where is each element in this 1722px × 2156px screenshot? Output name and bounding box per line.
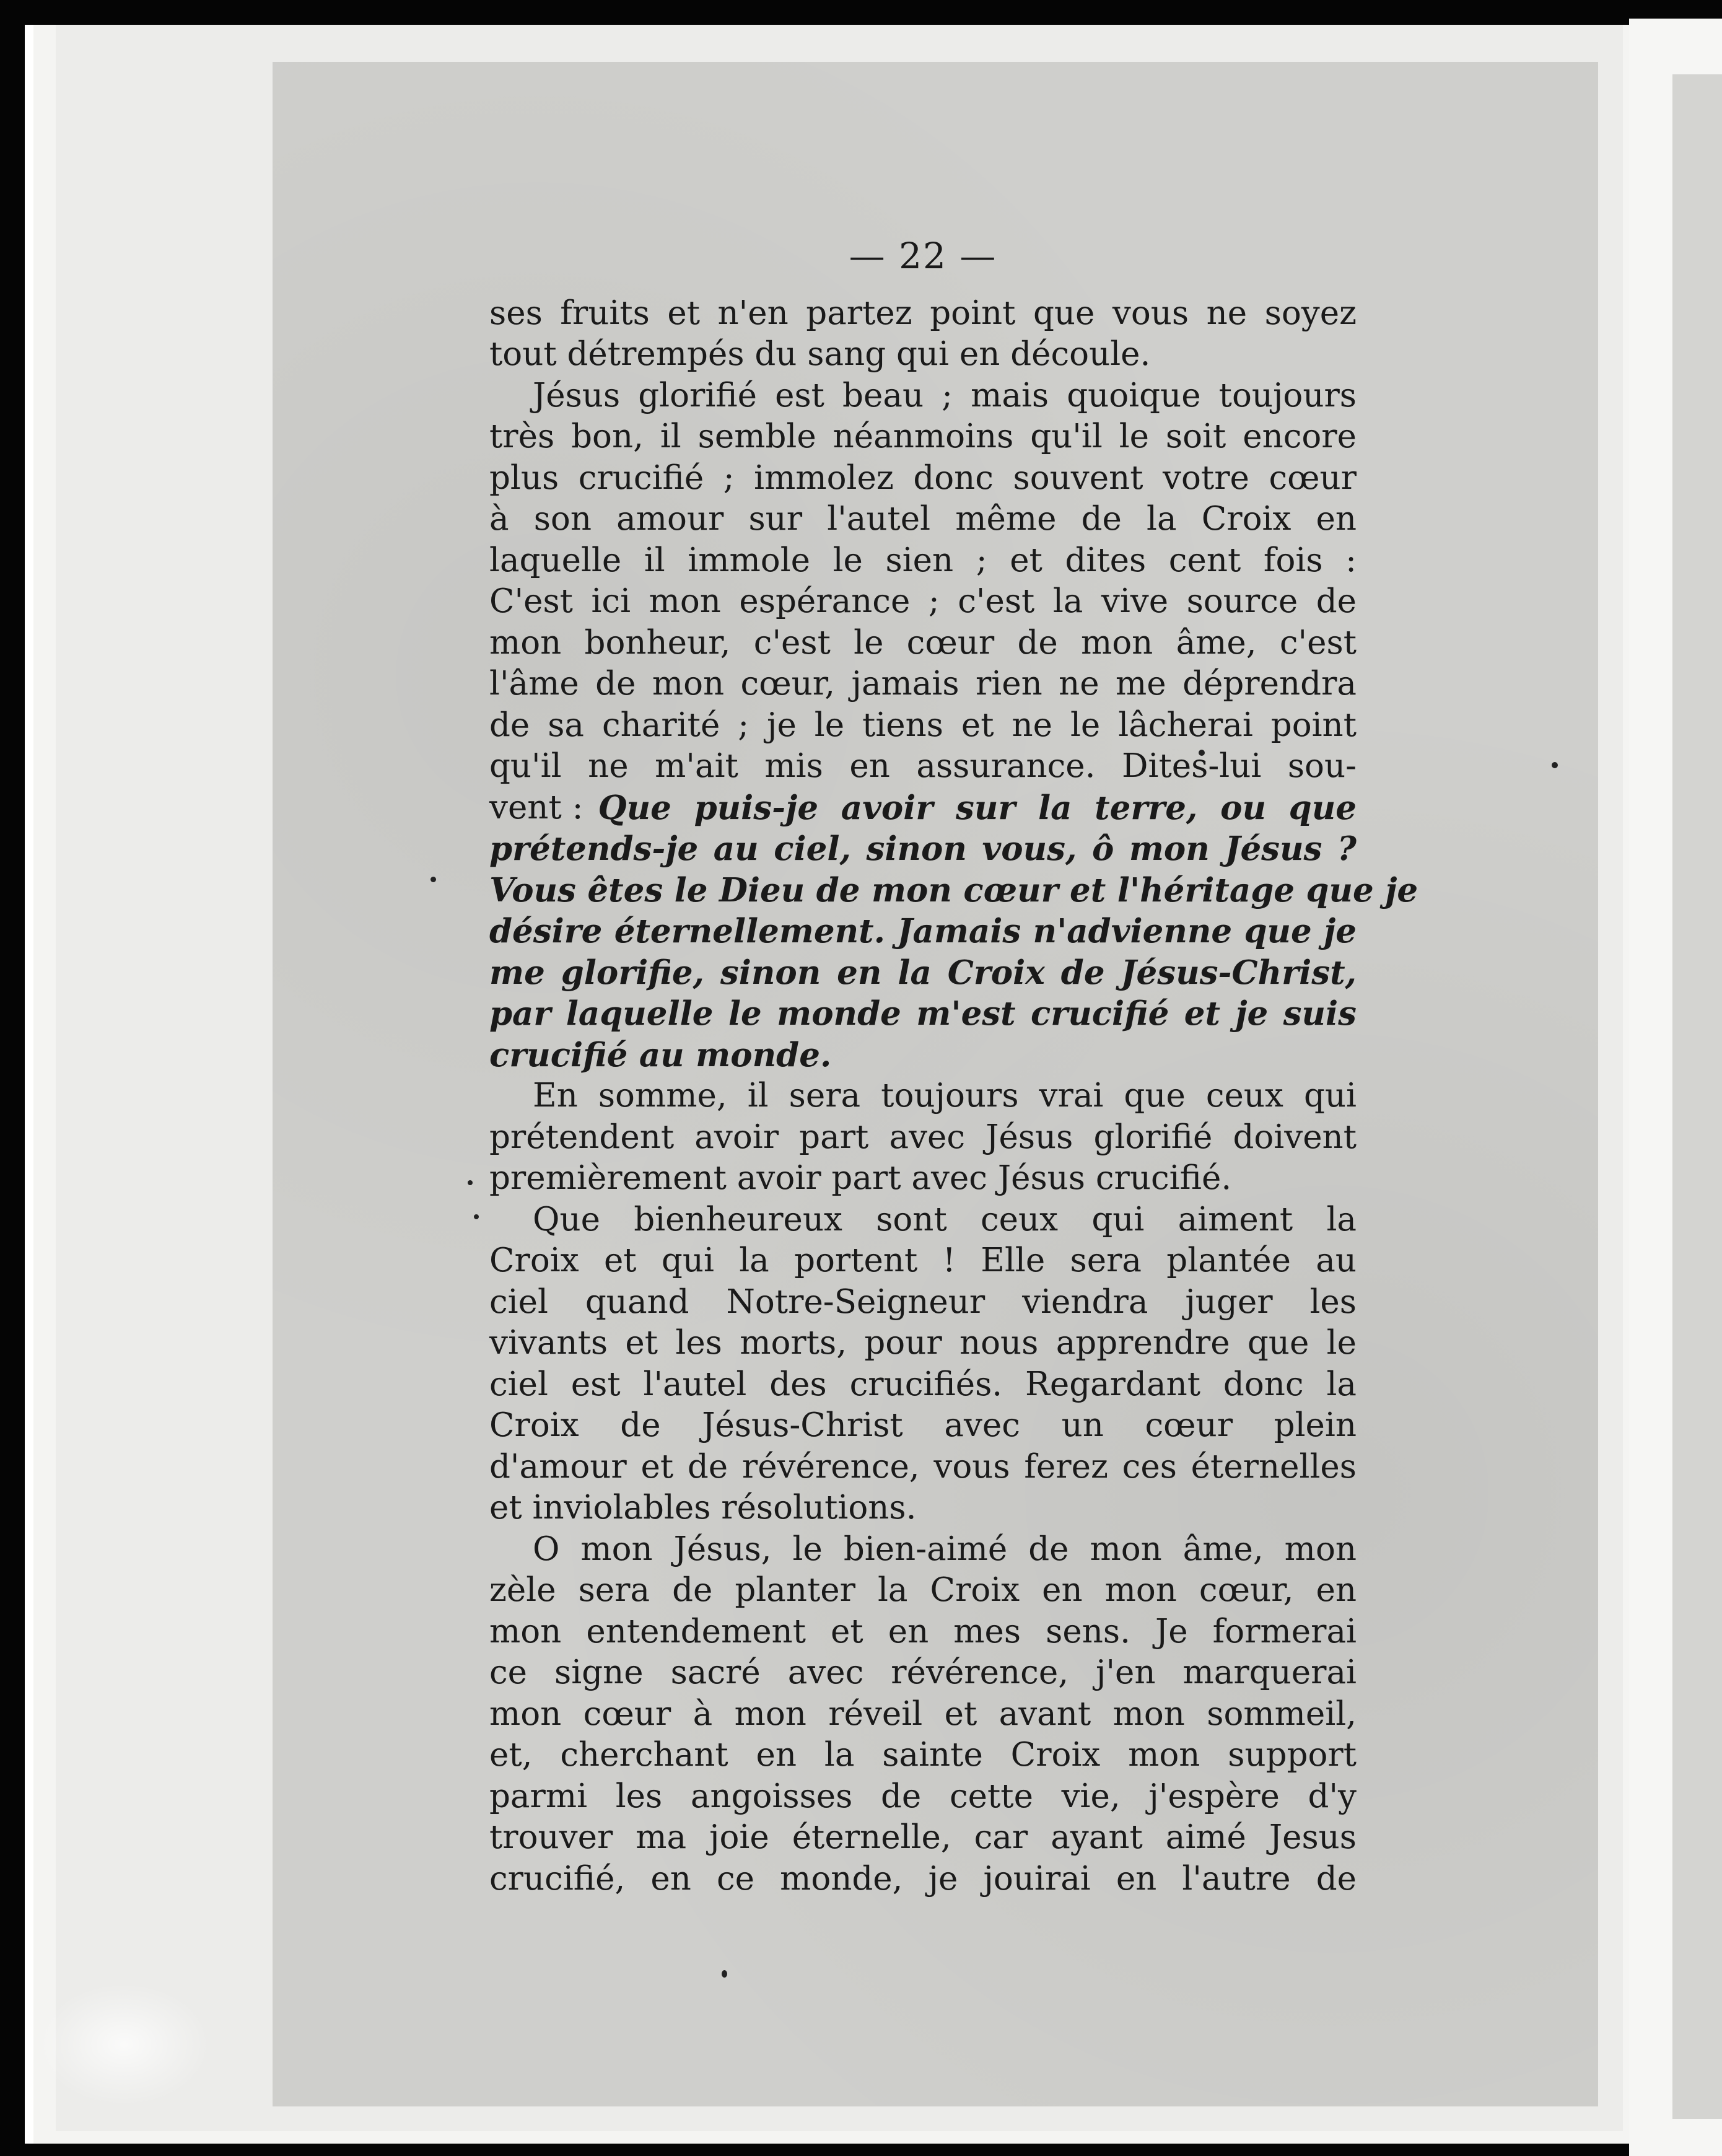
text-line: d'amour et de révérence, vous ferez ces éternelles — [489, 1447, 1357, 1486]
ink-speck — [1552, 762, 1558, 768]
text-line: Que bienheureux sont ceux qui aiment la — [533, 1200, 1357, 1238]
ink-speck — [722, 1970, 727, 1978]
text-line: mon bonheur, c'est le cœur de mon âme, c'est — [489, 623, 1357, 662]
text-line: zèle sera de planter la Croix en mon cœur, en — [489, 1571, 1357, 1609]
italic-text-line: par laquelle le monde m'est crucifié et je suis — [489, 994, 1357, 1033]
text-line: plus crucifié ; immolez donc souvent votre cœur — [489, 458, 1357, 497]
text-line: très bon, il semble néanmoins qu'il le soit encore — [489, 418, 1357, 455]
text-line: à son amour sur l'autel même de la Croix en — [489, 500, 1357, 538]
text-line: tout détrempés du sang qui en découle. — [489, 335, 1151, 373]
paper-debris — [37, 1983, 211, 2106]
page-number: — 22 — — [849, 235, 997, 277]
text-line-mixed — [489, 787, 1357, 829]
text-line: En somme, il sera toujours vrai que ceux qui — [533, 1077, 1357, 1115]
text-line: vivants et les morts, pour nous apprendre que le — [489, 1324, 1357, 1362]
text-line: O mon Jésus, le bien-aimé de mon âme, mon — [533, 1530, 1357, 1568]
italic-text-line: me glorifie, sinon en la Croix de Jésus-Christ, — [489, 953, 1357, 992]
text-line: trouver ma joie éternelle, car ayant aimé Jesus — [489, 1818, 1357, 1856]
ink-speck — [468, 1180, 473, 1185]
text-line: et, cherchant en la sainte Croix mon support — [489, 1736, 1357, 1774]
text-line: laquelle il immole le sien ; et dites cent fois : — [489, 541, 1357, 579]
ink-speck — [474, 1214, 479, 1219]
italic-text-line: prétends-je au ciel, sinon vous, ô mon Jésus ? — [489, 830, 1357, 868]
text-line: parmi les angoisses de cette vie, j'espère d'y — [489, 1777, 1357, 1815]
text-line: crucifié, en ce monde, je jouirai en l'autre de — [489, 1859, 1357, 1898]
italic-text-line: Vous êtes le Dieu de mon cœur et l'héritage que je — [489, 870, 1418, 909]
text-line: ciel est l'autel des crucifiés. Regardant donc la — [489, 1365, 1357, 1403]
text-line: Croix et qui la portent ! Elle sera plantée au — [489, 1242, 1357, 1279]
italic-text-fragment: Que puis-je avoir sur la terre, ou que — [598, 788, 1357, 827]
italic-text-line: désire éternellement. Jamais n'advienne que je — [489, 912, 1357, 950]
text-line: Jésus glorifié est beau ; mais quoique toujours — [533, 376, 1357, 414]
page-text-block — [489, 235, 1418, 1900]
text-line: mon cœur à mon réveil et avant mon sommeil, — [489, 1694, 1357, 1733]
italic-text-line: crucifié au monde. — [489, 1035, 832, 1074]
facing-page-sliver — [1672, 74, 1722, 2119]
ink-speck — [430, 877, 436, 882]
text-line: ce signe sacré avec révérence, j'en marquerai — [489, 1654, 1357, 1691]
text-line: Croix de Jésus-Christ avec un cœur plein — [489, 1406, 1357, 1444]
text-line: de sa charité ; je le tiens et ne le lâcherai point — [489, 706, 1357, 744]
text-line: C'est ici mon espérance ; c'est la vive source de — [489, 582, 1357, 620]
text-line: l'âme de mon cœur, jamais rien ne me déprendra — [489, 665, 1357, 703]
text-line: premièrement avoir part avec Jésus crucifié. — [489, 1159, 1232, 1197]
text-fragment: vent : — [489, 788, 583, 826]
text-line: ciel quand Notre-Seigneur viendra juger les — [489, 1282, 1357, 1321]
text-line: mon entendement et en mes sens. Je formerai — [489, 1612, 1357, 1650]
text-line: et inviolables résolutions. — [489, 1489, 917, 1527]
text-line: ses fruits et n'en partez point que vous ne soyez — [489, 294, 1357, 332]
text-line: prétendent avoir part avec Jésus glorifié doivent — [489, 1118, 1357, 1156]
text-line: qu'il ne m'ait mis en assurance. Dites-lui sou- — [489, 747, 1357, 785]
